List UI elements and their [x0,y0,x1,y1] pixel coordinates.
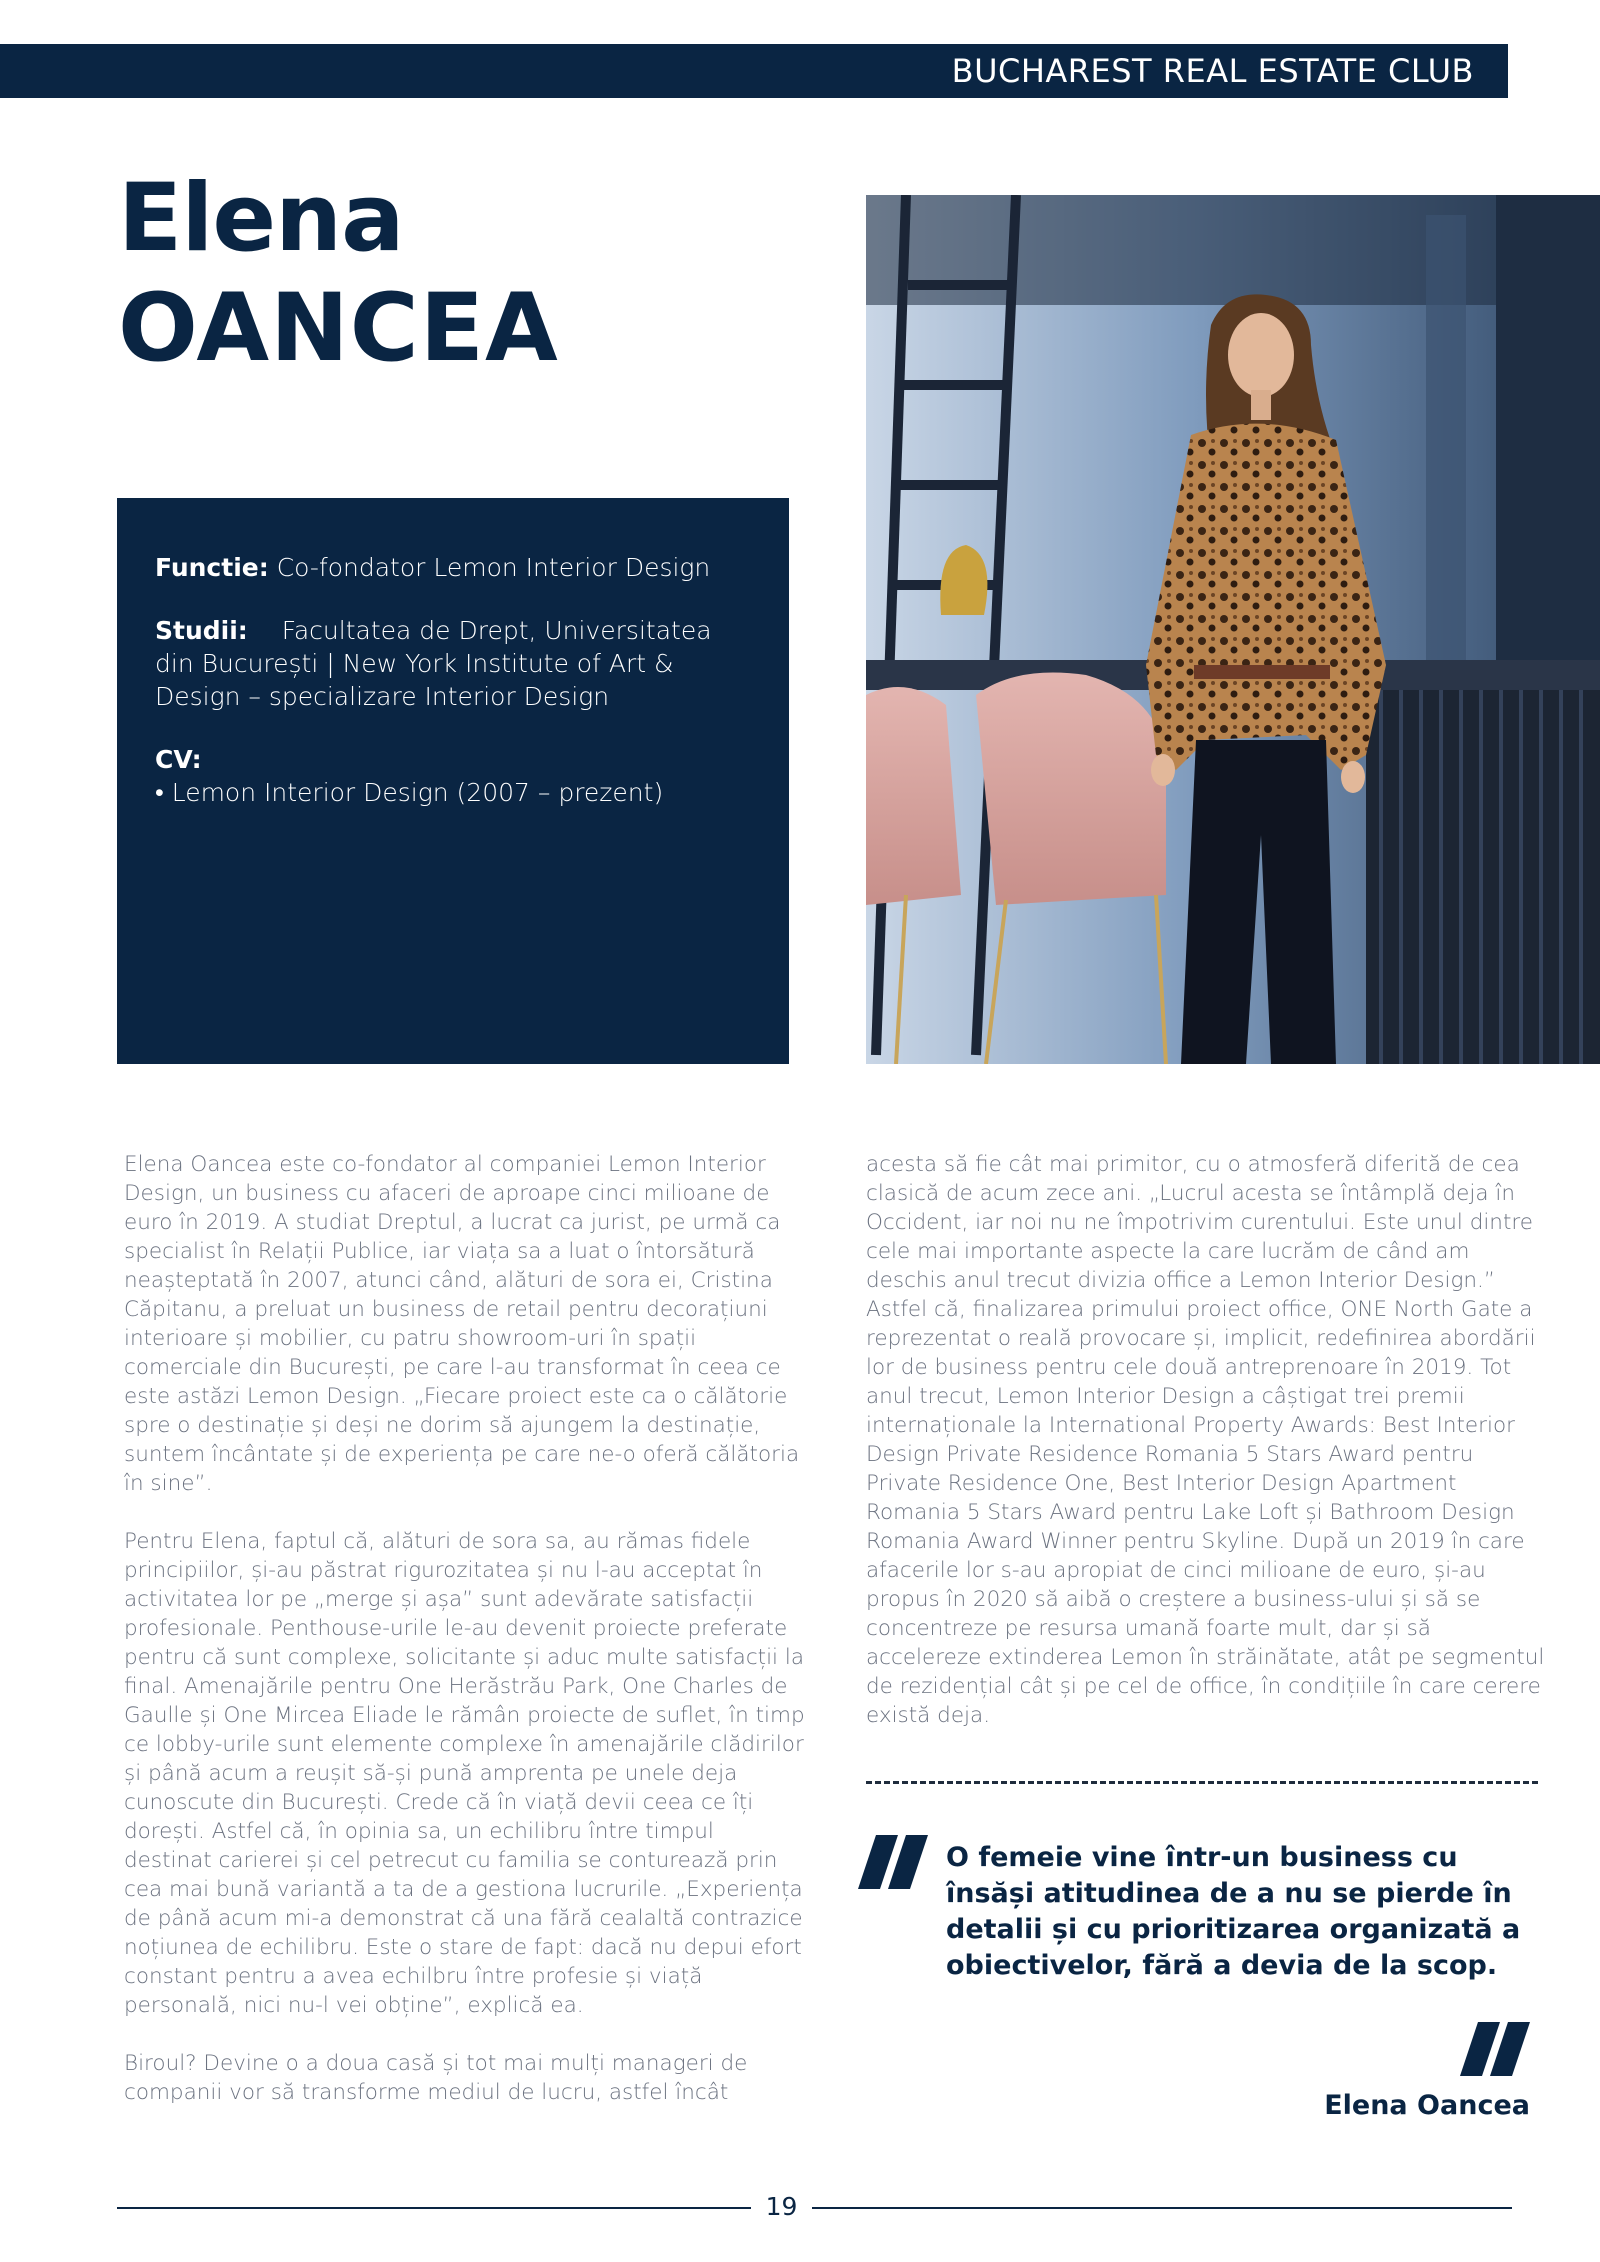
cv-row [155,743,753,809]
publication-title: BUCHAREST REAL ESTATE CLUB [951,52,1474,90]
studies-label: Studii: [155,616,248,645]
function-value: Co-fondator Lemon Interior Design [276,553,711,582]
article-column-right [866,1150,1546,1759]
studies-value: Facultatea de Drept, Universitatea din București | New York Institute of Art & Design – specializare Interior Design [155,616,712,711]
function-label: Functie: [155,553,269,582]
first-name: Elena [118,164,404,273]
quote-author: Elena Oancea [1324,2090,1530,2121]
footer-rule-right [812,2207,1512,2209]
cv-label: CV: [155,745,202,774]
last-name: OANCEA [118,274,559,383]
article-paragraph: Elena Oancea este co-fondator al companiei Lemon Interior Design, un business cu afaceri de aproape cinci milioane de euro în 2019. A studiat Dreptul, a lucrat ca jurist, pe urmă ca specialist în Relații Publice, iar viața sa a luat o întorsătură neașteptată în 2007, atunci când, alături de sora ei, Cristina Căpitanu, a preluat un business de retail pentru decorațiuni interioare și mobilier, cu patru showroom-uri în spații comerciale din București, pe care l-au transformat în ceea ce este astăzi Lemon Design. „Fiecare proiect este ca o călătorie spre o destinație și deși ne dorim să ajungem la destinație, suntem încântate și de experiența pe care ne-o oferă călătoria în sine”. [124,1152,800,1496]
article-paragraph: Pentru Elena, faptul că, alături de sora sa, au rămas fidele principiilor, și-au păstrat rigurozitatea și nu l-au acceptat în activitatea lor pe „merge și așa” sunt adevărate satisfacții profesionale. Penthouse-urile le-au devenit proiecte preferate pentru că sunt complexe, solicitante și aduc multe satisfacții la final. Amenajările pentru One Herăstrău Park, One Charles de Gaulle și One Mircea Eliade le rămân proiecte de suflet, în timp ce lobby-urile sunt elemente complexe în amenajările clădirilor și până acum a reușit să-și pună amprenta pe unele deja cunoscute din București. Crede că în viață devii ceea ce îți dorești. Astfel că, în opinia sa, un echilibru între timpul destinat carierei și cel petrecut cu familia se conturează prin cea mai bună variantă a ta de a gestiona lucrurile. „Experiența de până acum mi-a demonstrat că una fără cealaltă contrazice noțiunea de echilibru. Este o stare de fapt: dacă nu depui efort constant pentru a avea echilbru între profesie și viață personală, nici nu-l vei obține”, explică ea. [124,1529,805,2018]
header-bar [0,44,1508,98]
page-number: 19 [765,2192,798,2221]
quote-open-icon [858,1835,928,1889]
article-paragraph: acesta să fie cât mai primitor, cu o atmosferă diferită de cea clasică de acum zece ani. „Lucrul acesta se întâmplă deja în Occident, iar noi nu ne împotrivim curentului. Este unul dintre cele mai importante aspecte la care lucrăm de când am deschis anul trecut divizia office a Lemon Interior Design.” Astfel că, finalizarea primului proiect office, ONE North Gate a reprezentat o reală provocare și, implicit, redefinirea abordării lor de business pentru cele două antreprenoare în 2019. Tot anul trecut, Lemon Interior Design a câștigat trei premii internaționale la International Property Awards: Best Interior Design Private Residence Romania 5 Stars Award pentru Private Residence One, Best Interior Design Apartment Romania 5 Stars Award pentru Lake Loft și Bathroom Design Romania Award Winner pentru Skyline. După un 2019 în care afacerile lor s-au apropiat de cinci milioane de euro, și-au propus în 2020 să aibă o creștere a business-ului și să se concentreze pe resursa umană foarte mult, dar și să accelereze extinderea Lemon în străinătate, atât pe segmentul de rezidențial cât și pe cel de office, în condițiile în care cerere există deja. [866,1152,1545,1728]
pull-quote: O femeie vine într-un business cu însăși atitudinea de a nu se pierde în detalii și cu prioritizarea organizată a obiectivelor, fără a devia de la scop. [946,1842,1521,1981]
studies-row [155,614,753,713]
quote-close-icon [1460,2022,1530,2076]
footer-rule-left [117,2207,751,2209]
function-row [155,551,753,584]
profile-info-box [117,498,789,1064]
cv-item: • Lemon Interior Design (2007 – prezent) [155,778,664,807]
dashed-divider [866,1781,1538,1784]
portrait-photo [866,195,1600,1064]
article-column-left [124,1150,806,2136]
article-paragraph: Biroul? Devine o a doua casă și tot mai mulți manageri de companii vor să transforme mediul de lucru, astfel încât [124,2051,748,2105]
